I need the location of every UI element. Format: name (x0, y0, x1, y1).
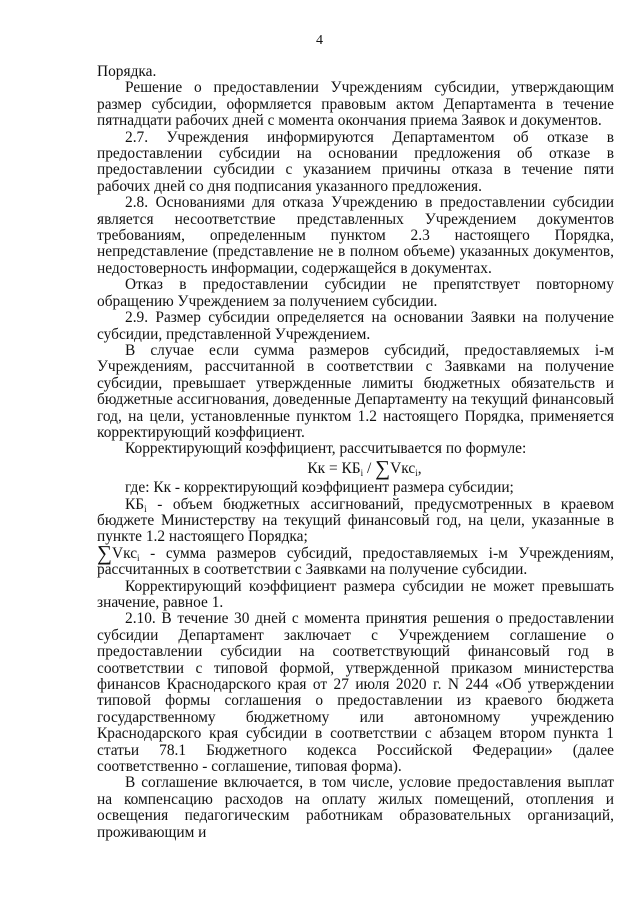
formula (97, 455, 614, 480)
kb-symbol: КБ (125, 495, 145, 513)
formula-tail: , (417, 459, 422, 477)
body-text (97, 64, 614, 841)
where-kk-line: где: Кк - корректирующий коэффициент размера субсидии; (125, 479, 514, 497)
paragraph-decision: Решение о предоставлении Учреждениям субсидии, утверждающим размер субсидии, оформляется правовым актом Департамента в течение пятнадцати рабочих дней с момента окончания приема Заявок и документов. (97, 79, 614, 130)
kb-subscript: i (144, 503, 147, 514)
where-sum-line (97, 540, 614, 579)
sum-sign: ∑ (97, 540, 112, 565)
where-kb-line (97, 497, 614, 546)
vkc-subscript: i (137, 552, 140, 563)
paragraph-agreement-terms: В соглашение включается, в том числе, условие предоставления выплат на компенсацию расходов на оплату жилых помещений, отопления и освещения педагогическим работникам образовательных организаций, проживающим и (97, 774, 614, 841)
paragraph-2-9: 2.9. Размер субсидии определяется на основании Заявки на получение субсидии, представленной Учреждением. (97, 309, 614, 343)
formula-lhs: Кк = КБ (307, 459, 361, 477)
paragraph-limits: В случае если сумма размеров субсидий, предоставляемых i-м Учреждениям, рассчитанной в соответствии с Заявками на получение субсидии, превышает утвержденные лимиты бюджетных обязательств и бюджетные ассигнования, доведенные Департаменту на текущий финансовый год, на цели, установленные пунктом 1.2 настоящего Порядка, применяется корректирующий коэффициент. (97, 341, 614, 441)
paragraph-coefficient-limit: Корректирующий коэффициент размера субсидии не может превышать значение, равное 1. (97, 577, 614, 611)
vkc-symbol: Vкс (111, 544, 138, 562)
paragraph-continuation: Порядка. (97, 63, 157, 80)
paragraph-2-8: 2.8. Основаниями для отказа Учреждению в предоставлении субсидии является несоответствие представленных Учреждением документов требованиям, определенным пунктом 2.3 настоящего Порядка, непредставление (представление не в полном объеме) указанных документов, недостоверность информации, содержащейся в документах. (97, 194, 614, 277)
kb-description: - объем бюджетных ассигнований, предусмотренных в краевом бюджете Министерству на текущий финансовый год, на цели, указанные в пункте 1.2 настоящего Порядка; (97, 495, 614, 546)
paragraph-formula-intro: Корректирующий коэффициент, рассчитывается по формуле: (125, 440, 527, 458)
formula-slash: / (363, 459, 376, 477)
paragraph-2-10: 2.10. В течение 30 дней с момента принятия решения о предоставлении субсидии Департамент заключает с Учреждением соглашение о предоставлении субсидии на соответствующий финансовый год в соответствии с типовой формой, утвержденной приказом министерства финансов Краснодарского края от 27 июля 2020 г. N 244 «Об утверждении типовой формы соглашения о предоставлении из краевого бюджета государственному бюджетному или автономному учреждению Краснодарского края субсидии в соответствии с абзацем втором пункта 1 статьи 78.1 Бюджетного кодекса Российской Федерации» (далее соответственно - соглашение, типовая форма). (97, 610, 614, 776)
paragraph-2-7: 2.7. Учреждения информируются Департаментом об отказе в предоставлении субсидии на основании предложения об отказе в предоставлении субсидии с указанием причины отказа в течение пяти рабочих дней со дня подписания указанного предложения. (97, 128, 614, 195)
paragraph-refusal-note: Отказ в предоставлении субсидии не препятствует повторному обращению Учреждением за получением субсидии. (97, 276, 614, 310)
page-number: 4 (316, 33, 323, 48)
sum-description: - сумма размеров субсидий, предоставляемых i-м Учреждениям, рассчитанных в соответствии с Заявками на получение субсидии. (97, 544, 614, 579)
formula-subscript-vkc: i (415, 467, 418, 478)
formula-sum-sign: ∑ (375, 455, 391, 480)
formula-subscript-kb: i (360, 467, 364, 478)
formula-vkc: Vкс (390, 459, 416, 477)
